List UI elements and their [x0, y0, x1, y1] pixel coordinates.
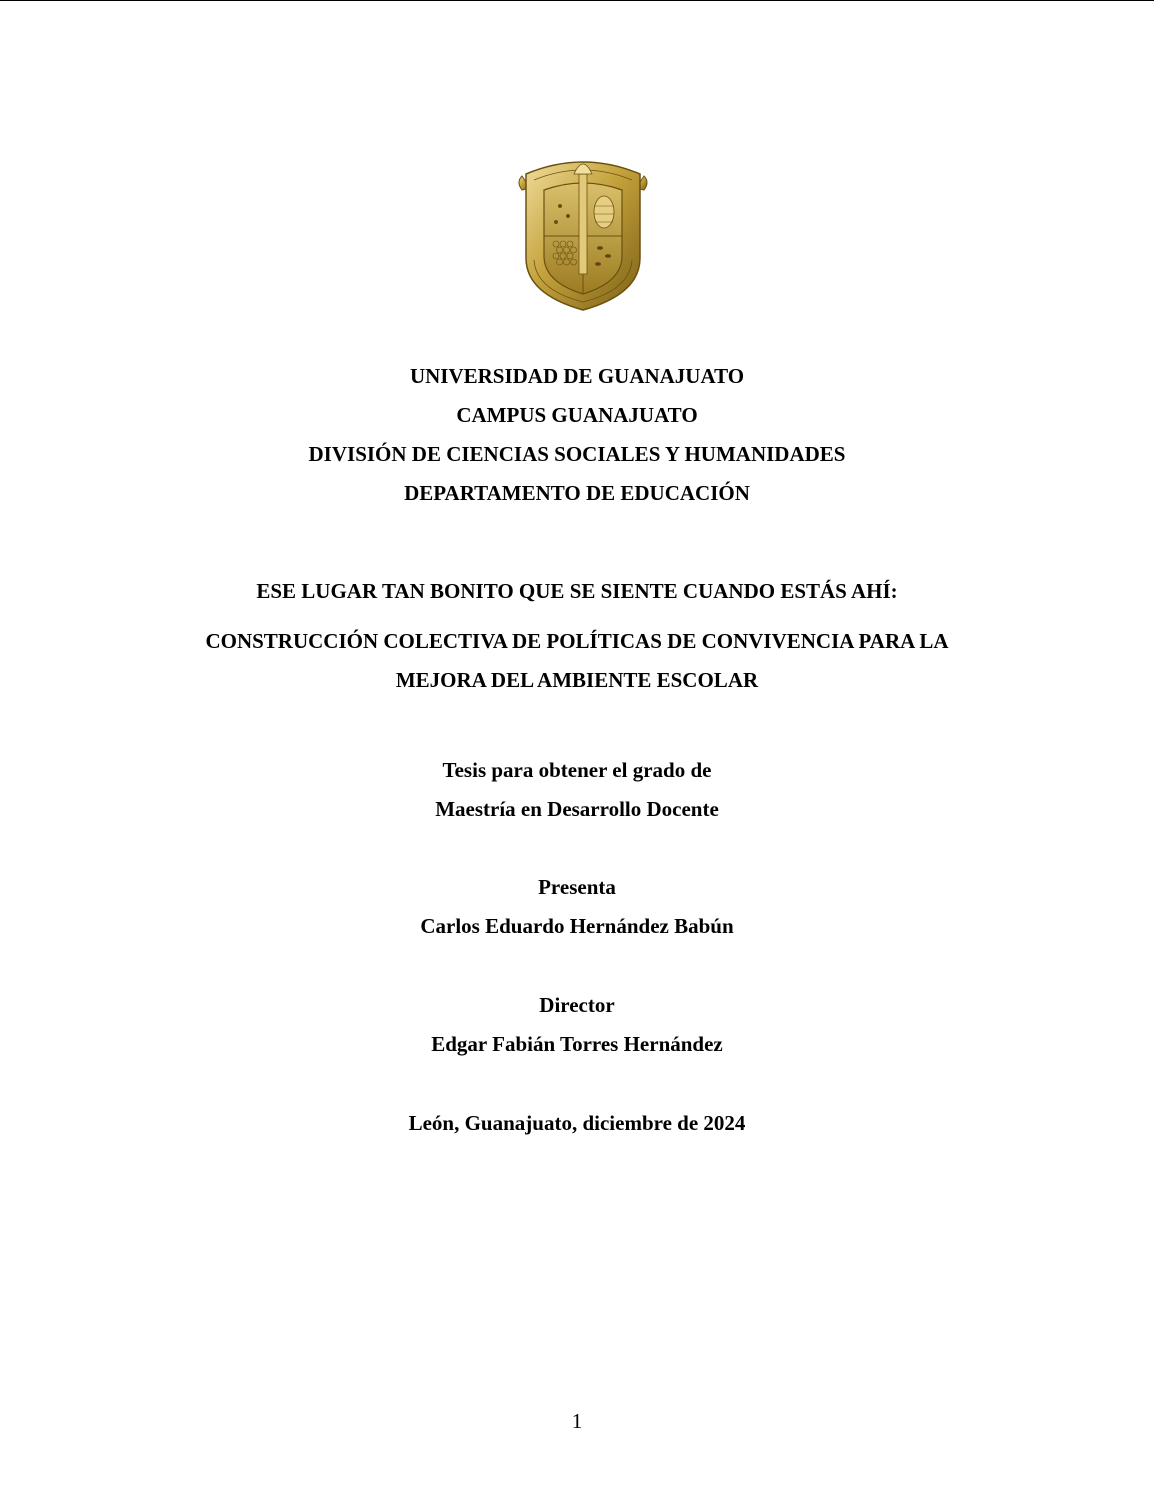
director-label: Director: [539, 993, 615, 1017]
page-number: 1: [571, 1409, 583, 1433]
department-name: DEPARTAMENTO DE EDUCACIÓN: [404, 481, 750, 505]
place-and-date: León, Guanajuato, diciembre de 2024: [408, 1111, 746, 1135]
director-name: Edgar Fabián Torres Hernández: [431, 1032, 723, 1056]
university-name: UNIVERSIDAD DE GUANAJUATO: [409, 364, 745, 388]
degree-name: Maestría en Desarrollo Docente: [435, 797, 719, 821]
thesis-title-line-3: MEJORA DEL AMBIENTE ESCOLAR: [395, 668, 759, 692]
top-border-rule: [0, 0, 1154, 1]
thesis-title-line-2: CONSTRUCCIÓN COLECTIVA DE POLÍTICAS DE CONVIVENCIA PARA LA: [205, 629, 949, 653]
division-name: DIVISIÓN DE CIENCIAS SOCIALES Y HUMANIDADES: [308, 442, 846, 466]
thesis-title-line-1: ESE LUGAR TAN BONITO QUE SE SIENTE CUANDO ESTÁS AHÍ:: [256, 579, 898, 603]
degree-purpose: Tesis para obtener el grado de: [442, 758, 712, 782]
author-label: Presenta: [538, 875, 616, 899]
author-name: Carlos Eduardo Hernández Babún: [420, 914, 734, 938]
university-seal-logo: [516, 156, 650, 312]
campus-name: CAMPUS GUANAJUATO: [456, 403, 698, 427]
